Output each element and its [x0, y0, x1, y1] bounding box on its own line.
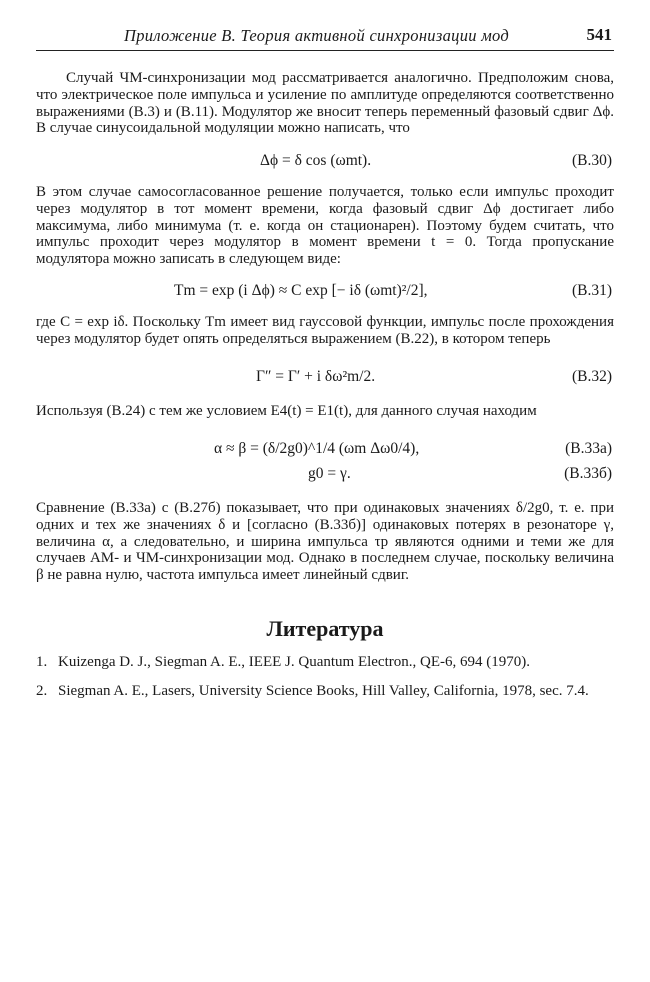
equation-number: (В.31)	[571, 282, 612, 299]
page-number: 541	[586, 25, 612, 44]
paragraph-comparison: Сравнение (В.33а) с (В.27б) показывает, что при одинаковых значениях δ/2g0, т. е. при одних и тех же значениях δ и [согласно (В.33б)] одинаковых потерях в резонаторе γ, величина α, а следовательно, и ширина импульса τp являются одними и теми же для случаев АМ- и ЧМ-синхронизации мод. Однако в последнем случае, поскольку величина β не равна нулю, частота импульса имеет линейный сдвиг.	[36, 500, 614, 584]
equation-formula: Δϕ = δ cos (ωmt).	[260, 152, 372, 169]
equation-b32	[36, 368, 614, 388]
paragraph-self-consistent: В этом случае самосогласованное решение получается, только если импульс проходит через модулятор в тот момент времени, когда фазовый сдвиг Δϕ достигает либо максимума, либо минимума (т. е. когда он стационарен). Поэтому будем считать, что импульс проходит через модулятор в момент времени t = 0. Тогда пропускание модулятора можно записать в следующем виде:	[36, 184, 614, 268]
equation-b33b	[36, 465, 614, 485]
equation-formula: Γ″ = Γ′ + i δω²m/2.	[256, 368, 376, 385]
equation-number: (В.32)	[571, 368, 612, 385]
equation-b31	[36, 282, 614, 302]
equation-formula: g0 = γ.	[308, 465, 351, 482]
equation-b33a	[36, 440, 614, 460]
equation-number: (В.33б)	[564, 465, 612, 482]
reference-number: 2.	[36, 683, 48, 699]
page-header	[36, 24, 614, 51]
running-title: Приложение В. Теория активной синхронизации мод	[124, 26, 510, 45]
reference-text: Kuizenga D. J., Siegman A. E., IEEE J. Quantum Electron., QE-6, 694 (1970).	[58, 654, 530, 670]
reference-number: 1.	[36, 654, 48, 670]
paragraph-fm-locking: Случай ЧМ-синхронизации мод рассматривается аналогично. Предположим снова, что электрическое поле импульса и усиление по амплитуде определяются соответственно выражениями (В.3) и (В.11). Модулятор же вносит теперь переменный фазовый сдвиг Δϕ. В случае синусоидальной модуляции можно написать, что	[36, 70, 614, 137]
paragraph-gaussian: где C = exp iδ. Поскольку Tm имеет вид гауссовой функции, импульс после прохождения через модулятор будет опять определяться выражением (В.22), в котором теперь	[36, 314, 614, 347]
equation-formula: α ≈ β = (δ/2g0)^1/4 (ωm Δω0/4),	[214, 440, 420, 457]
reference-text: Siegman A. E., Lasers, University Science Books, Hill Valley, California, 1978, sec. 7.4.	[58, 683, 589, 699]
equation-b30	[36, 152, 614, 172]
equation-number: (В.30)	[571, 152, 612, 169]
equation-formula: Tm = exp (i Δϕ) ≈ C exp [− iδ (ωmt)²/2],	[174, 282, 428, 299]
equation-number: (В.33а)	[565, 440, 612, 457]
section-title: Литература	[266, 616, 384, 641]
paragraph-using-b24: Используя (В.24) с тем же условием E4(t) = E1(t), для данного случая находим	[36, 403, 537, 419]
